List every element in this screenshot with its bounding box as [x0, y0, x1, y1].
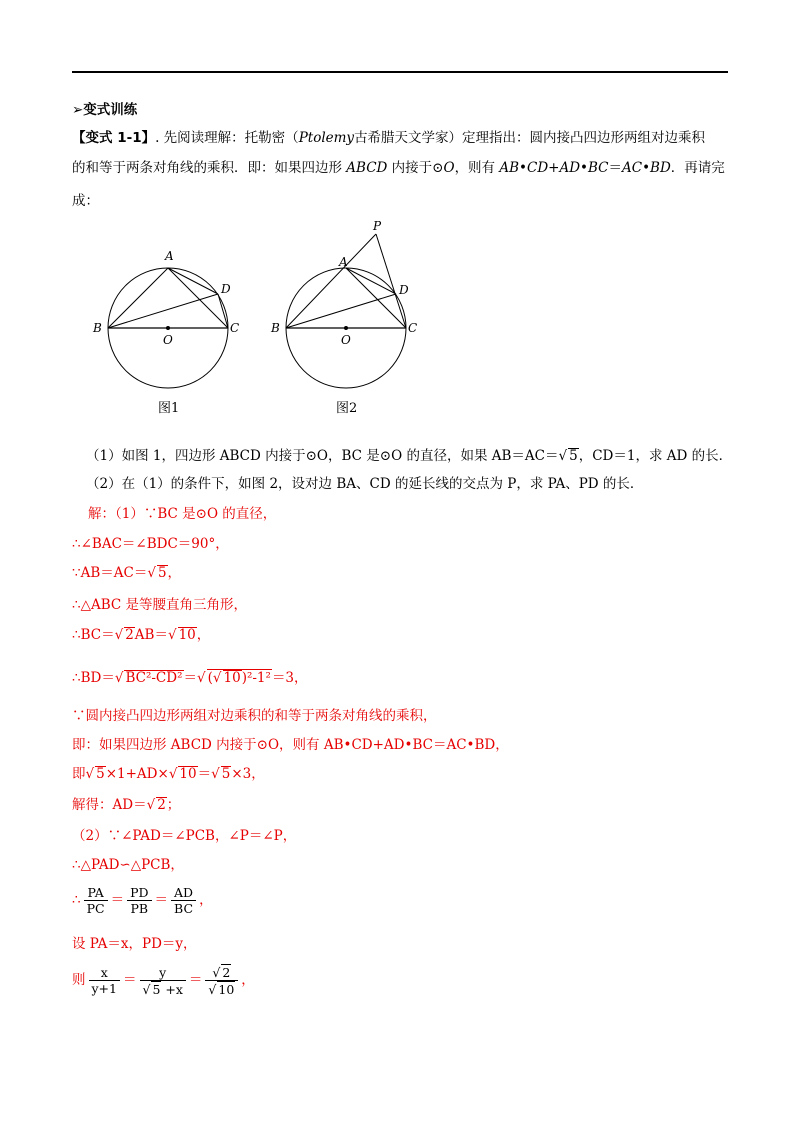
label-c: C	[408, 321, 418, 335]
label-c: C	[230, 321, 240, 335]
figure-2	[266, 218, 436, 418]
solution-line-4: ∴△ABC 是等腰直角三角形，	[72, 597, 248, 613]
figure-1-caption: 图1	[158, 401, 180, 416]
problem-line-3: 成：	[72, 193, 99, 209]
segment-pc	[376, 234, 406, 328]
solution-line-10: 解得：AD＝√ 2；	[72, 797, 181, 813]
section-title: ➢变式训练	[72, 102, 138, 118]
figure-1	[88, 218, 258, 418]
label-d: D	[399, 283, 409, 297]
solution-line-5: ∴BC＝√ 2AB＝√ 10，	[72, 627, 211, 643]
label-d: D	[221, 282, 231, 296]
label-b: B	[93, 321, 102, 335]
label-o: O	[163, 333, 173, 347]
label-p: P	[373, 219, 382, 233]
problem-line-1: 【变式 1-1】. 先阅读理解：托勒密（Ptolemy古希腊天文学家）定理指出：圆内接凸四边形两组对边乘积	[72, 130, 706, 146]
solution-line-6: ∴BD＝√ BC²-CD²＝√ (√ 10)²-1²＝3，	[72, 670, 308, 686]
label-b: B	[271, 321, 280, 335]
problem-tag: 【变式 1-1】	[72, 130, 156, 146]
center-dot	[344, 326, 348, 330]
label-o: O	[341, 333, 351, 347]
question-1: （1）如图 1，四边形 ABCD 内接于⊙O，BC 是⊙O 的直径，如果 AB＝AC＝√ 5，CD＝1，求 AD 的长．	[86, 448, 733, 464]
solution-line-14: 设 PA＝x，PD＝y，	[72, 936, 197, 952]
label-a: A	[339, 255, 348, 269]
solution-line-12: ∴△PAD∽△PCB，	[72, 857, 184, 873]
solution-line-7: ∵圆内接凸四边形两组对边乘积的和等于两条对角线的乘积，	[72, 708, 437, 724]
solution-line-11: （2）∵∠PAD＝∠PCB，∠P＝∠P，	[72, 828, 297, 844]
solution-line-9: 即√ 5×1+AD×√ 10＝√ 5×3，	[72, 766, 265, 782]
solution-line-3: ∵AB＝AC＝√ 5，	[72, 565, 182, 581]
header-rule	[72, 71, 728, 73]
center-dot	[166, 326, 170, 330]
solution-line-8: 即：如果四边形 ABCD 内接于⊙O，则有 AB•CD+AD•BC＝AC•BD，	[72, 737, 509, 753]
segment-ad	[168, 268, 218, 294]
solution-line-15: 则 $\frac{x}{y+1}$ ＝ $\frac{y}{√ 5 +x}$ ＝ $\frac{√ 2}{√ 10}$ ，	[72, 964, 255, 997]
label-a: A	[165, 249, 174, 263]
question-2: （2）在（1）的条件下，如图 2，设对边 BA、CD 的延长线的交点为 P，求 PA、PD 的长．	[86, 476, 644, 492]
solution-line-2: ∴∠BAC＝∠BDC＝90°，	[72, 536, 229, 552]
problem-line-2: 的和等于两条对角线的乘积．即：如果四边形 ABCD 内接于⊙O，则有 AB•CD+AD•BC＝AC•BD．再请完	[72, 160, 725, 176]
solution-line-13: ∴ $\frac{PA}{PC}$ ＝ $\frac{PD}{PB}$ ＝ $\frac{AD}{BC}$ ，	[72, 885, 213, 916]
solution-line-1: 解：（1）∵BC 是⊙O 的直径，	[88, 506, 277, 522]
segment-ac	[346, 268, 406, 328]
figure-2-caption: 图2	[336, 401, 358, 416]
